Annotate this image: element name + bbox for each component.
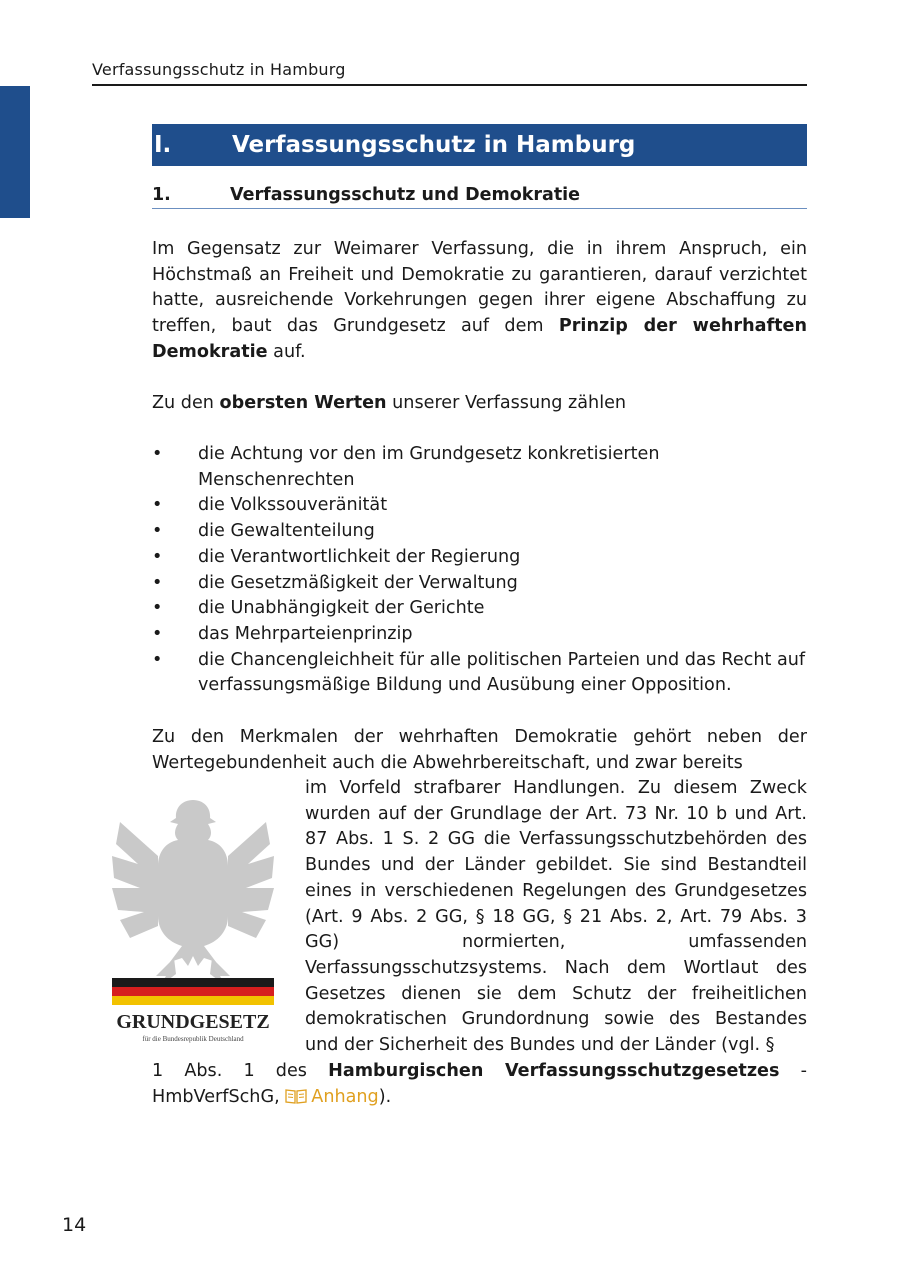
list-item-text: die Gesetzmäßigkeit der Verwaltung bbox=[198, 572, 518, 593]
book-icon bbox=[285, 1088, 307, 1104]
chapter-side-tab bbox=[0, 86, 30, 218]
list-item bbox=[152, 648, 807, 699]
bullet-icon: • bbox=[152, 598, 163, 619]
bullet-icon: • bbox=[152, 649, 163, 670]
paragraph-intro bbox=[152, 237, 807, 366]
list-item-text: die Unabhängigkeit der Gerichte bbox=[198, 598, 485, 619]
paragraph-text: auf. bbox=[267, 341, 306, 362]
page-number: 14 bbox=[62, 1214, 87, 1236]
bullet-icon: • bbox=[152, 572, 163, 593]
list-item bbox=[152, 545, 807, 571]
flag-stripe-gold bbox=[112, 996, 274, 1005]
eagle-icon bbox=[112, 800, 274, 986]
values-list bbox=[152, 442, 807, 699]
chapter-heading-bar bbox=[152, 124, 807, 166]
grundgesetz-eagle-emblem bbox=[108, 786, 278, 1048]
chapter-title: Verfassungsschutz in Hamburg bbox=[232, 132, 636, 158]
paragraph-text: - HmbVerfSchG, bbox=[152, 1061, 807, 1107]
bullet-icon: • bbox=[152, 546, 163, 567]
bullet-icon: • bbox=[152, 623, 163, 644]
appendix-link-label: Anhang bbox=[311, 1086, 379, 1107]
flag-stripe-red bbox=[112, 987, 274, 996]
paragraph-wrapped: im Vorfeld strafbarer Handlungen. Zu diesem Zweck wurden auf der Grundlage der Art. 73 Nr. 10 b und Art. 87 Abs. 1 S. 2 GG die Verfassungsschutzbehörden des Bundes und der Länder gebildet. Sie sind Bestandteil eines in verschiedenen Regelungen des Grundgesetzes (Art. 9 Abs. 2 GG, § 18 GG, § 21 Abs. 2, Art. 79 Abs. 3 GG) normierten, umfassenden Verfassungsschutzsystems. Nach dem Wortlaut des Gesetzes dienen sie dem Schutz der freiheitlichen demokratischen Grundordnung sowie des Bestandes und der Sicherheit des Bundes und der Länder (vgl. § bbox=[305, 778, 807, 1056]
list-item bbox=[152, 493, 807, 519]
list-item bbox=[152, 442, 807, 493]
list-item-text: die Chancengleichheit für alle politischen Parteien und das Recht auf verfassungsmäßige Bildung und Ausübung einer Opposition. bbox=[198, 649, 806, 696]
list-item bbox=[152, 571, 807, 597]
list-item-text: die Gewaltenteilung bbox=[198, 521, 375, 542]
section-number: 1. bbox=[152, 185, 171, 205]
paragraph-text: 1 Abs. 1 des bbox=[152, 1061, 329, 1081]
flag-stripe-black bbox=[112, 978, 274, 987]
paragraph-legal-reference bbox=[152, 1059, 807, 1110]
bullet-icon: • bbox=[152, 521, 163, 542]
list-item-text: die Verantwortlichkeit der Regierung bbox=[198, 546, 521, 567]
paragraph-text: Im Gegensatz zur Weimarer Verfassung, die in ihrem Anspruch, ein Höchstmaß an Freiheit und Demokratie zu garantieren, darauf verzichtet hatte, ausreichende Vorkehrungen gegen ihrer eigene Abschaffung zu treffen, baut das Grundgesetz auf dem bbox=[152, 239, 807, 337]
emblem-subcaption: für die Bundesrepublik Deutschland bbox=[142, 1035, 244, 1043]
list-item bbox=[152, 596, 807, 622]
list-item bbox=[152, 622, 807, 648]
running-header: Verfassungsschutz in Hamburg bbox=[92, 60, 807, 86]
paragraph-text: unserer Verfassung zählen bbox=[386, 393, 627, 413]
paragraph-features: Zu den Merkmalen der wehrhaften Demokratie gehört neben der Wertegebundenheit auch die Abwehrbereitschaft, und zwar bereits bbox=[152, 727, 807, 773]
emblem-caption: GRUNDGESETZ bbox=[116, 1011, 270, 1033]
bullet-icon: • bbox=[152, 495, 163, 516]
bold-term: obersten Werten bbox=[219, 393, 387, 413]
bullet-icon: • bbox=[152, 444, 163, 464]
bold-term: Prinzip der wehrhaften Demokratie bbox=[152, 316, 807, 362]
list-item bbox=[152, 519, 807, 545]
chapter-number: I. bbox=[154, 132, 172, 158]
list-item-text: die Achtung vor den im Grundgesetz konkretisierten Menschenrechten bbox=[198, 444, 660, 490]
bold-term: Hamburgischen Verfassungsschutzgesetzes bbox=[328, 1061, 780, 1081]
section-heading bbox=[152, 185, 807, 209]
paragraph-text: Zu den bbox=[152, 393, 220, 413]
list-item-text: das Mehrparteienprinzip bbox=[198, 623, 413, 644]
list-item-text: die Volkssouveränität bbox=[198, 495, 388, 516]
section-title: Verfassungsschutz und Demokratie bbox=[230, 185, 581, 205]
appendix-link[interactable] bbox=[285, 1087, 378, 1107]
paragraph-values-intro bbox=[152, 391, 807, 417]
paragraph-text: ). bbox=[378, 1086, 392, 1107]
